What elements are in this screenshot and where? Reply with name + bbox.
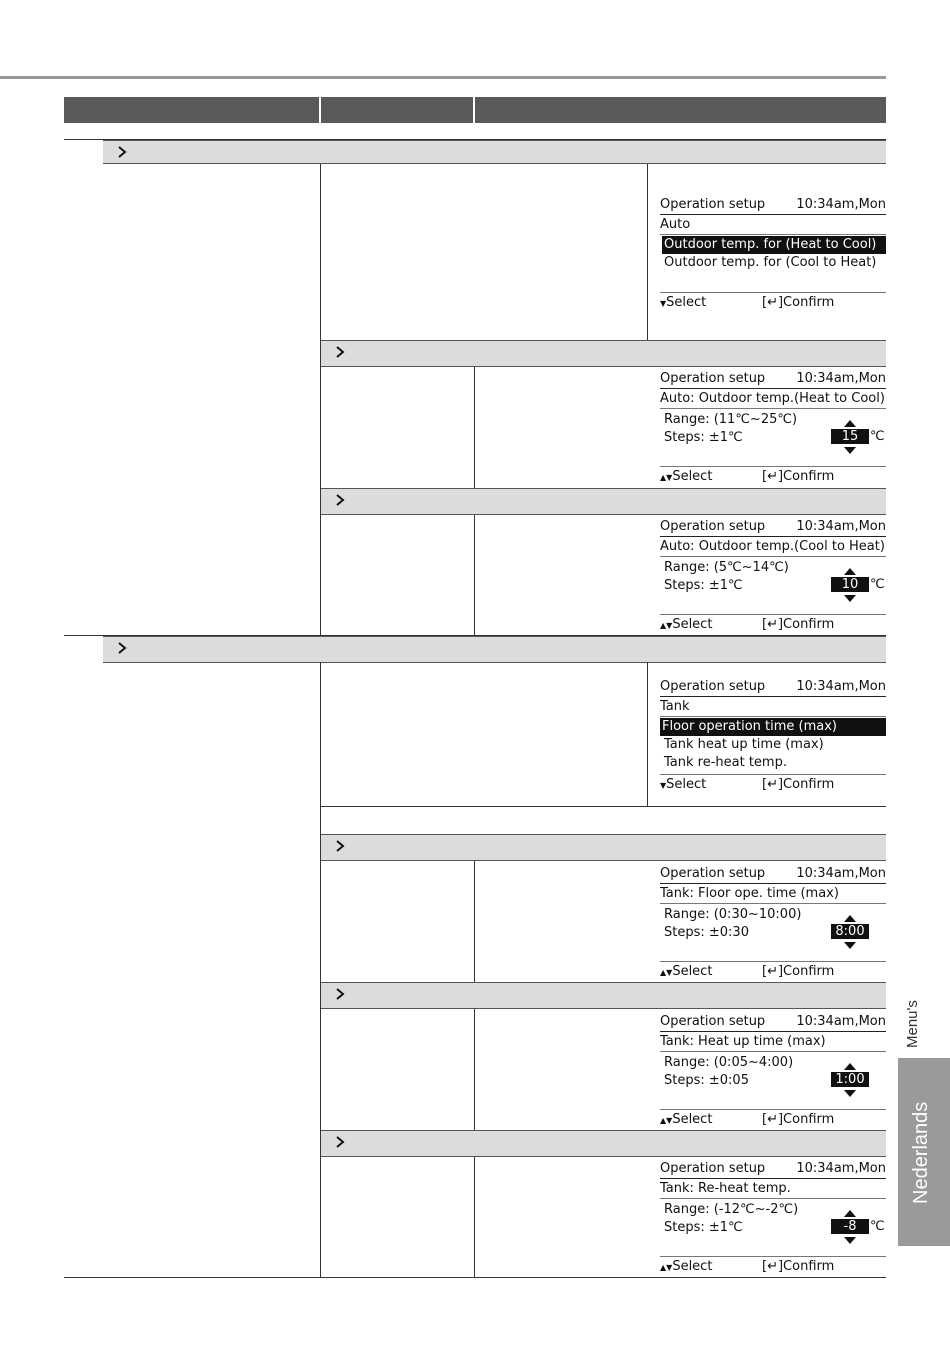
confirm-hint: [762, 469, 834, 484]
enter-icon: [↵]: [762, 617, 784, 632]
decrease-arrow-icon[interactable]: [844, 1237, 856, 1244]
chevron-right-icon: [115, 641, 129, 655]
screen-title-row: [660, 518, 886, 537]
menu-option[interactable]: [662, 754, 886, 772]
grid-line: [474, 860, 475, 982]
unit-label: ℃: [870, 429, 885, 444]
range-text: Range: (-12℃~-2℃): [664, 1202, 799, 1217]
menu-option-selected[interactable]: [660, 718, 886, 736]
select-hint: [660, 617, 712, 632]
screen-time: 10:34am,Mon: [796, 1161, 886, 1176]
menu-option-label: Tank re-heat temp.: [664, 755, 787, 770]
select-label: Select: [672, 1112, 713, 1127]
screen-time: 10:34am,Mon: [796, 679, 886, 694]
subsection-bar: [321, 340, 886, 367]
screen-subtitle-text: Tank: [660, 699, 690, 714]
subsection-bar: [321, 1130, 886, 1157]
enter-icon: [↵]: [762, 469, 784, 484]
confirm-hint: [762, 1259, 834, 1274]
side-label-menus: Menu's: [904, 1000, 921, 1048]
select-label: Select: [672, 964, 713, 979]
lcd-screen-cool-to-heat: [660, 518, 886, 630]
screen-subtitle-text: Auto: [660, 217, 691, 232]
lcd-screen-tank: [660, 678, 886, 798]
select-hint: [660, 1259, 712, 1274]
steps-text: Steps: ±1℃: [664, 1220, 743, 1235]
screen-footer: [660, 466, 886, 487]
screen-subtitle: [660, 389, 886, 409]
screen-time: 10:34am,Mon: [796, 197, 886, 212]
menu-option-label: Outdoor temp. for (Cool to Heat): [664, 255, 877, 270]
menu-option[interactable]: [662, 254, 886, 272]
decrease-arrow-icon[interactable]: [844, 1090, 856, 1097]
grid-line: [474, 366, 475, 488]
menu-option-label: Tank heat up time (max): [664, 737, 824, 752]
menu-option-selected[interactable]: [662, 236, 886, 254]
confirm-label: Confirm: [783, 777, 835, 792]
grid-line: [320, 662, 321, 1277]
screen-title: Operation setup: [660, 519, 766, 534]
grid-line: [321, 806, 886, 807]
confirm-hint: [762, 777, 834, 792]
grid-line: [647, 164, 648, 340]
grid-line: [474, 514, 475, 636]
screen-subtitle: [660, 537, 886, 557]
lcd-screen-heat-to-cool: [660, 370, 886, 482]
screen-subtitle: [660, 1179, 886, 1199]
increase-arrow-icon[interactable]: [844, 915, 856, 922]
select-hint: [660, 777, 706, 792]
screen-subtitle-text: Tank: Re-heat temp.: [660, 1181, 791, 1196]
chevron-right-icon: [115, 145, 129, 159]
screen-title: Operation setup: [660, 371, 766, 386]
range-text: Range: (0:30~10:00): [664, 907, 802, 922]
select-label: Select: [672, 1259, 713, 1274]
chevron-right-icon: [333, 1135, 347, 1149]
enter-icon: [↵]: [762, 1112, 784, 1127]
lcd-screen-floor-time: [660, 865, 886, 977]
screen-subtitle: [660, 1032, 886, 1052]
screen-time: 10:34am,Mon: [796, 371, 886, 386]
screen-footer: [660, 1109, 886, 1130]
decrease-arrow-icon[interactable]: [844, 942, 856, 949]
grid-line: [474, 1156, 475, 1277]
increase-arrow-icon[interactable]: [844, 1210, 856, 1217]
menu-option-label: Outdoor temp. for (Heat to Cool): [664, 237, 877, 252]
lcd-screen-heat-up-time: [660, 1013, 886, 1125]
screen-title-row: [660, 865, 886, 884]
chevron-right-icon: [333, 839, 347, 853]
table-header-col1: [64, 97, 319, 123]
screen-time: 10:34am,Mon: [796, 1014, 886, 1029]
enter-icon: [↵]: [762, 1259, 784, 1274]
enter-icon: [↵]: [762, 295, 784, 310]
screen-title: Operation setup: [660, 1161, 766, 1176]
screen-subtitle: [660, 215, 886, 235]
screen-footer: [660, 961, 886, 982]
range-text: Range: (11℃~25℃): [664, 412, 798, 427]
screen-subtitle-text: Tank: Heat up time (max): [660, 1034, 826, 1049]
increase-arrow-icon[interactable]: [844, 568, 856, 575]
select-label: Select: [672, 469, 713, 484]
decrease-arrow-icon[interactable]: [844, 595, 856, 602]
screen-footer: [660, 614, 886, 635]
screen-time: 10:34am,Mon: [796, 866, 886, 881]
unit-label: ℃: [870, 577, 885, 592]
select-label: Select: [666, 777, 707, 792]
screen-title: Operation setup: [660, 197, 766, 212]
arrow-up-down-icon: ▲▼: [660, 1116, 673, 1125]
select-label: Select: [672, 617, 713, 632]
menu-option-label: Floor operation time (max): [662, 719, 837, 734]
screen-footer: [660, 774, 886, 795]
language-label: Nederlands: [910, 1101, 932, 1204]
increase-arrow-icon[interactable]: [844, 1063, 856, 1070]
screen-subtitle-text: Auto: Outdoor temp.(Heat to Cool): [660, 391, 885, 406]
steps-text: Steps: ±1℃: [664, 578, 743, 593]
value-display: 1:00: [831, 1072, 869, 1087]
range-text: Range: (0:05~4:00): [664, 1055, 794, 1070]
chevron-right-icon: [333, 987, 347, 1001]
enter-icon: [↵]: [762, 777, 784, 792]
lcd-screen-auto: [660, 196, 886, 316]
screen-title-row: [660, 196, 886, 215]
screen-time: 10:34am,Mon: [796, 519, 886, 534]
subsection-bar: [321, 834, 886, 861]
section-bar-tank: [103, 636, 886, 663]
confirm-hint: [762, 617, 834, 632]
screen-title-row: [660, 1160, 886, 1179]
table-header-col2: [321, 97, 473, 123]
screen-title: Operation setup: [660, 866, 766, 881]
select-hint: [660, 469, 712, 484]
screen-subtitle: [660, 697, 886, 717]
arrow-up-down-icon: ▲▼: [660, 621, 673, 630]
screen-subtitle-text: Tank: Floor ope. time (max): [660, 886, 839, 901]
screen-title-row: [660, 370, 886, 389]
section-bar-auto: [103, 140, 886, 164]
arrow-up-down-icon: ▲▼: [660, 473, 673, 482]
value-display: 10: [831, 577, 869, 592]
language-tab[interactable]: [898, 1058, 950, 1246]
confirm-hint: [762, 1112, 834, 1127]
confirm-hint: [762, 964, 834, 979]
screen-subtitle: [660, 884, 886, 904]
lcd-screen-reheat-temp: [660, 1160, 886, 1272]
chevron-right-icon: [333, 345, 347, 359]
select-hint: [660, 964, 712, 979]
select-hint: [660, 1112, 712, 1127]
confirm-label: Confirm: [783, 1259, 835, 1274]
enter-icon: [↵]: [762, 964, 784, 979]
unit-label: ℃: [870, 1219, 885, 1234]
grid-line: [320, 164, 321, 636]
confirm-label: Confirm: [783, 469, 835, 484]
table-header-col3: [475, 97, 886, 123]
arrow-up-down-icon: ▲▼: [660, 968, 673, 977]
chevron-right-icon: [333, 493, 347, 507]
arrow-down-icon: ▼: [660, 299, 667, 308]
confirm-label: Confirm: [783, 964, 835, 979]
arrow-up-down-icon: ▲▼: [660, 1263, 673, 1272]
arrow-down-icon: ▼: [660, 781, 667, 790]
subsection-bar: [321, 982, 886, 1009]
screen-title: Operation setup: [660, 679, 766, 694]
value-display: 15: [831, 429, 869, 444]
table-bottom-rule: [64, 1277, 886, 1278]
screen-title: Operation setup: [660, 1014, 766, 1029]
confirm-label: Confirm: [783, 617, 835, 632]
screen-footer: [660, 1256, 886, 1277]
screen-subtitle-text: Auto: Outdoor temp.(Cool to Heat): [660, 539, 885, 554]
top-rule: [0, 76, 886, 79]
decrease-arrow-icon[interactable]: [844, 447, 856, 454]
screen-title-row: [660, 678, 886, 697]
steps-text: Steps: ±0:30: [664, 925, 749, 940]
select-label: Select: [666, 295, 707, 310]
screen-title-row: [660, 1013, 886, 1032]
confirm-label: Confirm: [783, 295, 835, 310]
value-display: -8: [831, 1219, 869, 1234]
steps-text: Steps: ±0:05: [664, 1073, 749, 1088]
subsection-bar: [321, 488, 886, 515]
confirm-hint: [762, 295, 834, 310]
menu-option[interactable]: [662, 736, 886, 754]
value-display: 8:00: [831, 924, 869, 939]
range-text: Range: (5℃~14℃): [664, 560, 789, 575]
grid-line: [647, 662, 648, 807]
confirm-label: Confirm: [783, 1112, 835, 1127]
screen-footer: [660, 292, 886, 313]
increase-arrow-icon[interactable]: [844, 420, 856, 427]
select-hint: [660, 295, 706, 310]
grid-line: [474, 1008, 475, 1130]
steps-text: Steps: ±1℃: [664, 430, 743, 445]
